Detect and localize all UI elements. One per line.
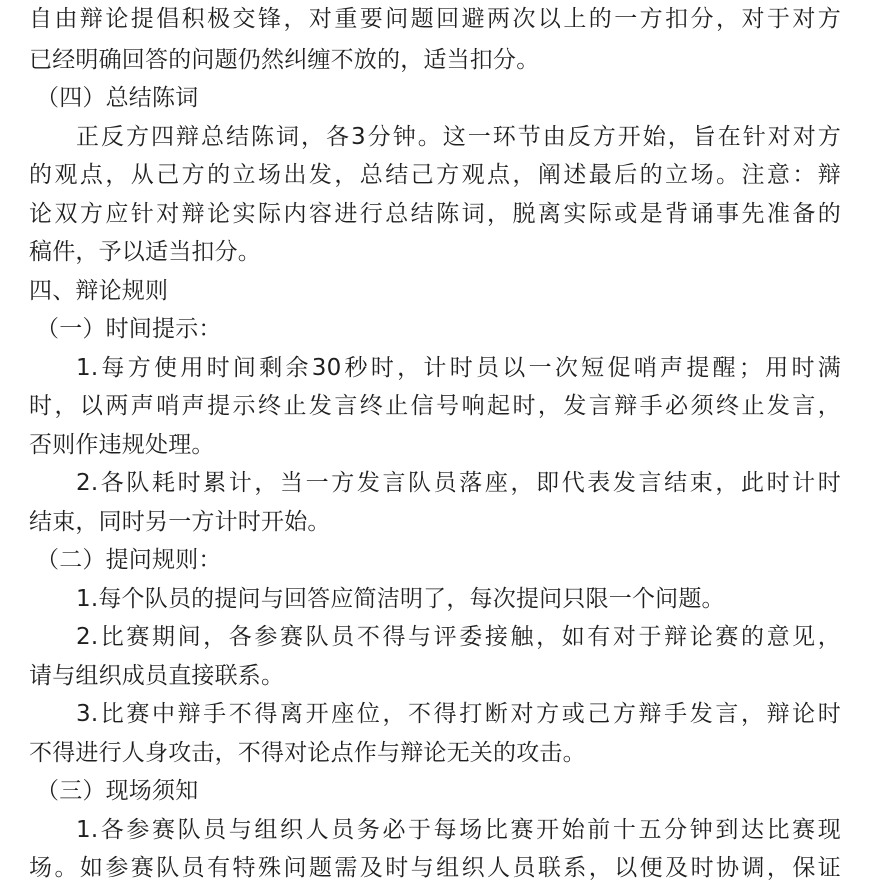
text-line: 不得进行人身攻击，不得对论点作与辩论无关的攻击。 <box>29 740 586 766</box>
text-line: 2.比赛期间，各参赛队员不得与评委接触，如有对于辩论赛的意见， <box>76 624 841 650</box>
text-line: 时，以两声哨声提示终止发言终止信号响起时，发言辩手必须终止发言， <box>29 393 841 419</box>
text-line: 2.各队耗时累计，当一方发言队员落座，即代表发言结束，此时计时 <box>76 470 841 496</box>
text-line: 论双方应针对辩论实际内容进行总结陈词，脱离实际或是背诵事先准备的 <box>29 201 841 227</box>
text-line: 已经明确回答的问题仍然纠缠不放的，适当扣分。 <box>29 47 540 73</box>
text-line: 结束，同时另一方计时开始。 <box>29 509 331 535</box>
text-line: 否则作违规处理。 <box>29 432 215 458</box>
section-heading: 四、辩论规则 <box>29 278 169 304</box>
text-line: 稿件，予以适当扣分。 <box>29 239 261 265</box>
section-heading: （一）时间提示： <box>36 316 222 342</box>
text-line: 1.各参赛队员与组织人员务必于每场比赛开始前十五分钟到达比赛现 <box>76 817 841 843</box>
section-heading: （二）提问规则： <box>36 547 222 573</box>
text-line: 1.每方使用时间剩余30秒时，计时员以一次短促哨声提醒；用时满 <box>76 355 841 381</box>
section-heading: （三）现场须知 <box>36 778 199 804</box>
text-line: 自由辩论提倡积极交锋，对重要问题回避两次以上的一方扣分，对于对方 <box>29 6 841 32</box>
text-line: 场。如参赛队员有特殊问题需及时与组织人员联系，以便及时协调，保证 <box>29 855 841 881</box>
section-heading: （四）总结陈词 <box>36 85 199 111</box>
text-line: 正反方四辩总结陈词，各3分钟。这一环节由反方开始，旨在针对对方 <box>76 124 841 150</box>
text-line: 请与组织成员直接联系。 <box>29 663 285 689</box>
text-line: 1.每个队员的提问与回答应简洁明了，每次提问只限一个问题。 <box>76 586 725 612</box>
text-line: 的观点，从己方的立场出发，总结己方观点，阐述最后的立场。注意：辩 <box>29 162 841 188</box>
text-line: 3.比赛中辩手不得离开座位，不得打断对方或己方辩手发言，辩论时 <box>76 701 841 727</box>
